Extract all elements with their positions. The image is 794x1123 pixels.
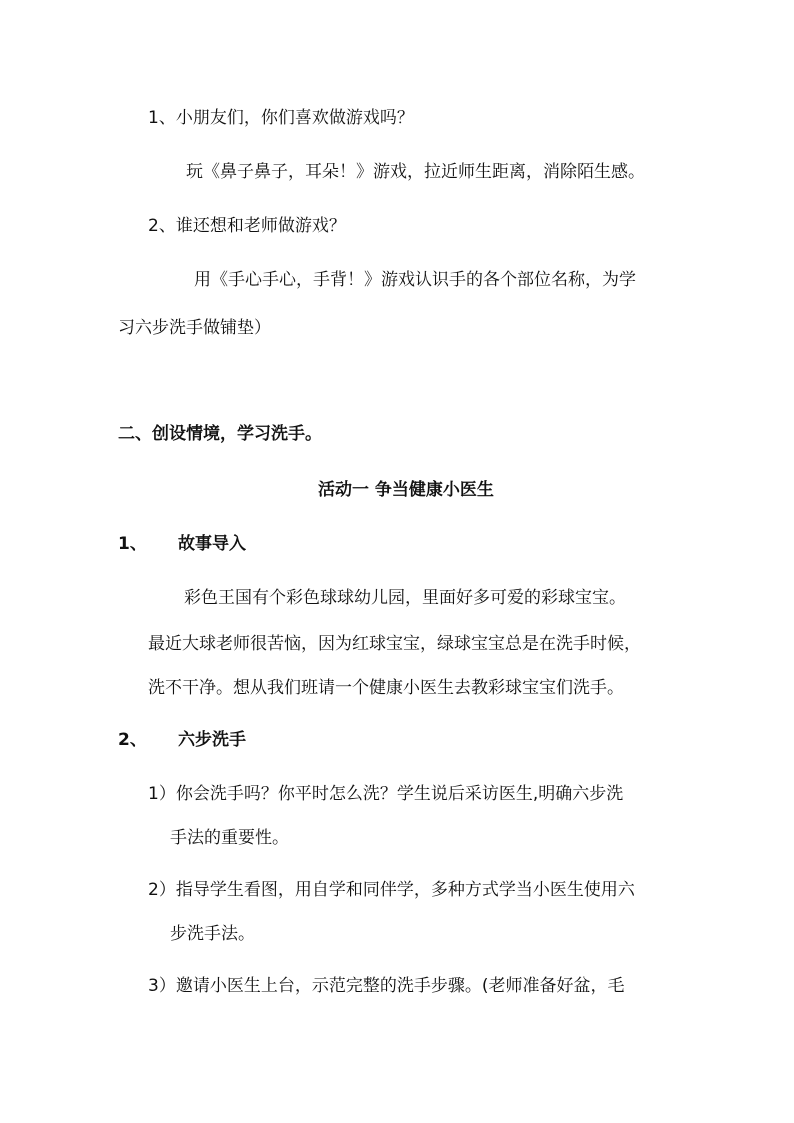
step-2-number: 2、 xyxy=(118,730,147,750)
step-2-item-2-line-1: 2）指导学生看图，用自学和同伴学，多种方式学当小医生使用六 xyxy=(148,880,635,900)
step-2-item-1-line-1: 1）你会洗手吗？你平时怎么洗？学生说后采访医生,明确六步洗 xyxy=(148,784,624,804)
step-2-item-2-line-2: 步洗手法。 xyxy=(170,924,255,944)
answer-2-line-1: 用《手心手心，手背！》游戏认识手的各个部位名称，为学 xyxy=(194,270,636,290)
activity-title: 活动一 争当健康小医生 xyxy=(318,480,494,500)
step-1-title: 故事导入 xyxy=(178,534,246,554)
step-2-title: 六步洗手 xyxy=(178,730,246,750)
question-2: 2、谁还想和老师做游戏？ xyxy=(148,216,346,236)
step-1-para-line-2: 最近大球老师很苦恼，因为红球宝宝，绿球宝宝总是在洗手时候， xyxy=(148,634,641,654)
step-1-para-line-3: 洗不干净。想从我们班请一个健康小医生去教彩球宝宝们洗手。 xyxy=(148,678,624,698)
answer-1: 玩《鼻子鼻子，耳朵！》游戏，拉近师生距离，消除陌生感。 xyxy=(186,162,645,182)
step-1-number: 1、 xyxy=(118,534,147,554)
section-2-heading: 二、创设情境，学习洗手。 xyxy=(118,424,322,444)
step-2-item-3-line-1: 3）邀请小医生上台，示范完整的洗手步骤。(老师准备好盆，毛 xyxy=(148,976,625,996)
answer-2-line-2: 习六步洗手做铺垫） xyxy=(118,318,271,338)
step-2-item-1-line-2: 手法的重要性。 xyxy=(170,828,289,848)
step-1-para-line-1: 彩色王国有个彩色球球幼儿园，里面好多可爱的彩球宝宝。 xyxy=(184,588,626,608)
question-1: 1、小朋友们，你们喜欢做游戏吗？ xyxy=(148,108,414,128)
